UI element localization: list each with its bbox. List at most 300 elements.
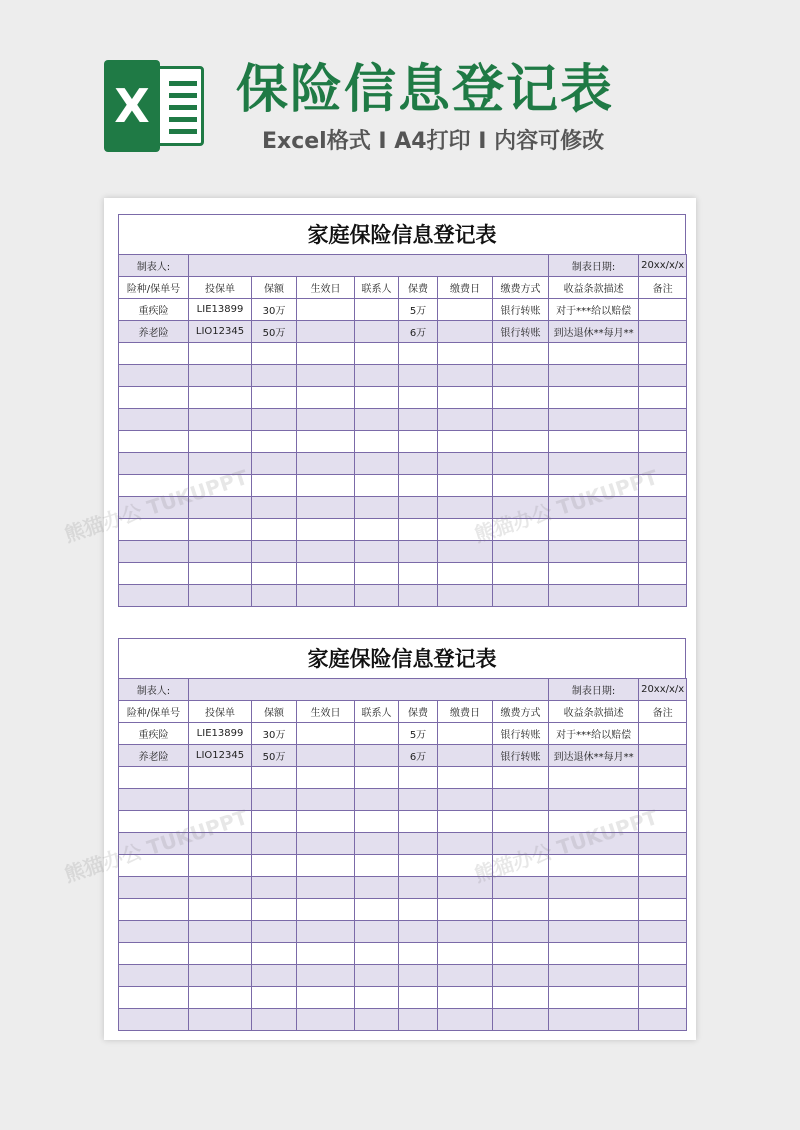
column-header[interactable]: 联系人	[355, 277, 399, 299]
table-cell[interactable]	[493, 453, 549, 475]
table-cell[interactable]	[639, 299, 687, 321]
table-cell[interactable]	[297, 365, 355, 387]
table-cell[interactable]	[252, 943, 297, 965]
table-cell[interactable]	[119, 387, 189, 409]
table-cell[interactable]	[252, 811, 297, 833]
table-cell[interactable]	[189, 855, 252, 877]
table-cell[interactable]	[399, 877, 438, 899]
table-cell[interactable]	[355, 723, 399, 745]
table-cell[interactable]	[639, 1009, 687, 1031]
table-cell[interactable]	[189, 519, 252, 541]
table-cell[interactable]	[399, 789, 438, 811]
table-cell[interactable]	[639, 563, 687, 585]
table-cell[interactable]	[119, 453, 189, 475]
table-cell[interactable]	[119, 409, 189, 431]
table-cell[interactable]	[119, 855, 189, 877]
table-cell[interactable]	[189, 877, 252, 899]
column-header[interactable]: 投保单	[189, 701, 252, 723]
column-header[interactable]: 险种/保单号	[119, 277, 189, 299]
table-cell[interactable]	[438, 877, 493, 899]
table-cell[interactable]: 5万	[399, 299, 438, 321]
table-cell[interactable]	[119, 833, 189, 855]
table-cell[interactable]	[355, 541, 399, 563]
table-cell[interactable]	[493, 789, 549, 811]
table-cell[interactable]	[399, 453, 438, 475]
column-header[interactable]: 收益条款描述	[549, 277, 639, 299]
table-cell[interactable]	[438, 563, 493, 585]
table-cell[interactable]	[399, 767, 438, 789]
table-cell[interactable]	[252, 855, 297, 877]
table-cell[interactable]	[189, 585, 252, 607]
table-cell[interactable]	[549, 387, 639, 409]
table-cell[interactable]	[639, 387, 687, 409]
column-header[interactable]: 缴费日	[438, 277, 493, 299]
table-cell[interactable]	[189, 541, 252, 563]
table-cell[interactable]: 6万	[399, 745, 438, 767]
table-cell[interactable]	[399, 855, 438, 877]
table-cell[interactable]: 5万	[399, 723, 438, 745]
table-cell[interactable]	[639, 921, 687, 943]
table-cell[interactable]	[399, 899, 438, 921]
table-cell[interactable]	[252, 365, 297, 387]
table-cell[interactable]	[639, 519, 687, 541]
table-cell[interactable]	[189, 921, 252, 943]
table-cell[interactable]	[119, 431, 189, 453]
table-cell[interactable]	[639, 767, 687, 789]
table-cell[interactable]	[639, 431, 687, 453]
table-cell[interactable]	[355, 811, 399, 833]
table-cell[interactable]	[438, 943, 493, 965]
table-cell[interactable]	[493, 343, 549, 365]
maker-value[interactable]	[189, 679, 549, 701]
table-cell[interactable]	[639, 987, 687, 1009]
table-cell[interactable]	[438, 921, 493, 943]
table-cell[interactable]	[189, 409, 252, 431]
table-cell[interactable]	[119, 585, 189, 607]
table-cell[interactable]	[438, 387, 493, 409]
table-cell[interactable]	[438, 789, 493, 811]
table-cell[interactable]	[189, 431, 252, 453]
table-cell[interactable]	[355, 453, 399, 475]
table-cell[interactable]	[297, 519, 355, 541]
table-cell[interactable]	[297, 965, 355, 987]
table-cell[interactable]	[189, 343, 252, 365]
table-cell[interactable]	[297, 497, 355, 519]
table-cell[interactable]	[639, 497, 687, 519]
table-cell[interactable]	[297, 541, 355, 563]
table-cell[interactable]	[549, 833, 639, 855]
table-cell[interactable]	[549, 475, 639, 497]
table-cell[interactable]	[119, 811, 189, 833]
table-cell[interactable]	[297, 475, 355, 497]
table-cell[interactable]	[639, 745, 687, 767]
table-cell[interactable]	[189, 1009, 252, 1031]
table-cell[interactable]	[119, 343, 189, 365]
column-header[interactable]: 生效日	[297, 277, 355, 299]
table-cell[interactable]	[297, 299, 355, 321]
table-cell[interactable]	[549, 965, 639, 987]
date-value[interactable]: 20xx/x/x	[639, 679, 687, 701]
table-cell[interactable]	[119, 987, 189, 1009]
table-cell[interactable]	[438, 497, 493, 519]
table-cell[interactable]	[355, 409, 399, 431]
table-cell[interactable]	[355, 899, 399, 921]
table-cell[interactable]	[493, 877, 549, 899]
table-cell[interactable]	[549, 987, 639, 1009]
table-cell[interactable]: 银行转账	[493, 299, 549, 321]
table-cell[interactable]	[493, 1009, 549, 1031]
table-cell[interactable]	[252, 453, 297, 475]
column-header[interactable]: 险种/保单号	[119, 701, 189, 723]
table-cell[interactable]	[297, 767, 355, 789]
table-cell[interactable]	[399, 833, 438, 855]
table-cell[interactable]	[493, 921, 549, 943]
table-cell[interactable]	[189, 833, 252, 855]
table-cell[interactable]	[438, 431, 493, 453]
table-cell[interactable]	[119, 1009, 189, 1031]
table-cell[interactable]	[438, 409, 493, 431]
table-cell[interactable]	[297, 585, 355, 607]
table-cell[interactable]	[355, 987, 399, 1009]
table-cell[interactable]	[355, 365, 399, 387]
table-cell[interactable]: 重疾险	[119, 299, 189, 321]
table-cell[interactable]	[639, 585, 687, 607]
table-cell[interactable]	[438, 811, 493, 833]
table-cell[interactable]	[493, 585, 549, 607]
table-cell[interactable]	[438, 585, 493, 607]
table-cell[interactable]	[399, 387, 438, 409]
table-cell[interactable]	[355, 497, 399, 519]
date-label[interactable]: 制表日期:	[549, 255, 639, 277]
table-cell[interactable]	[549, 519, 639, 541]
table-cell[interactable]	[639, 321, 687, 343]
table-cell[interactable]	[639, 833, 687, 855]
table-cell[interactable]: 到达退休**每月**	[549, 745, 639, 767]
table-cell[interactable]	[297, 453, 355, 475]
table-cell[interactable]: 养老险	[119, 321, 189, 343]
table-cell[interactable]	[639, 811, 687, 833]
table-cell[interactable]	[297, 343, 355, 365]
table-cell[interactable]	[438, 833, 493, 855]
table-cell[interactable]	[438, 475, 493, 497]
table-cell[interactable]	[493, 811, 549, 833]
table-cell[interactable]	[297, 563, 355, 585]
table-cell[interactable]	[438, 723, 493, 745]
table-cell[interactable]	[493, 431, 549, 453]
table-cell[interactable]	[438, 299, 493, 321]
table-cell[interactable]	[549, 767, 639, 789]
table-cell[interactable]	[639, 365, 687, 387]
table-cell[interactable]	[399, 965, 438, 987]
table-cell[interactable]	[355, 519, 399, 541]
table-cell[interactable]	[297, 877, 355, 899]
table-cell[interactable]	[639, 965, 687, 987]
table-cell[interactable]	[438, 899, 493, 921]
table-cell[interactable]	[549, 365, 639, 387]
table-cell[interactable]	[438, 453, 493, 475]
table-cell[interactable]	[252, 877, 297, 899]
table-cell[interactable]	[252, 899, 297, 921]
maker-label[interactable]: 制表人:	[119, 255, 189, 277]
table-cell[interactable]: LIE13899	[189, 299, 252, 321]
table-cell[interactable]	[493, 475, 549, 497]
table-cell[interactable]	[119, 789, 189, 811]
table-cell[interactable]	[399, 497, 438, 519]
table-cell[interactable]	[438, 1009, 493, 1031]
table-cell[interactable]	[297, 387, 355, 409]
table-cell[interactable]	[119, 899, 189, 921]
table-cell[interactable]	[549, 921, 639, 943]
table-cell[interactable]	[639, 343, 687, 365]
table-cell[interactable]	[438, 767, 493, 789]
table-cell[interactable]	[119, 877, 189, 899]
table-cell[interactable]	[252, 541, 297, 563]
table-cell[interactable]	[189, 497, 252, 519]
table-cell[interactable]	[438, 519, 493, 541]
table-cell[interactable]: LIO12345	[189, 745, 252, 767]
table-cell[interactable]	[438, 321, 493, 343]
table-cell[interactable]	[355, 387, 399, 409]
maker-value[interactable]	[189, 255, 549, 277]
table-cell[interactable]	[549, 855, 639, 877]
table-cell[interactable]	[252, 431, 297, 453]
table-cell[interactable]: 银行转账	[493, 745, 549, 767]
table-cell[interactable]	[119, 519, 189, 541]
table-cell[interactable]	[399, 921, 438, 943]
table-cell[interactable]	[549, 789, 639, 811]
table-cell[interactable]	[549, 899, 639, 921]
column-header[interactable]: 保额	[252, 701, 297, 723]
column-header[interactable]: 生效日	[297, 701, 355, 723]
table-cell[interactable]	[438, 855, 493, 877]
table-cell[interactable]	[549, 877, 639, 899]
table-cell[interactable]	[297, 811, 355, 833]
date-value[interactable]: 20xx/x/x	[639, 255, 687, 277]
table-cell[interactable]: 50万	[252, 321, 297, 343]
table-cell[interactable]	[549, 943, 639, 965]
table-cell[interactable]	[119, 497, 189, 519]
table-cell[interactable]	[252, 409, 297, 431]
table-cell[interactable]	[252, 789, 297, 811]
table-cell[interactable]	[493, 563, 549, 585]
table-cell[interactable]	[297, 987, 355, 1009]
table-cell[interactable]	[355, 855, 399, 877]
table-cell[interactable]	[189, 475, 252, 497]
table-cell[interactable]	[119, 475, 189, 497]
table-cell[interactable]	[639, 723, 687, 745]
table-cell[interactable]	[399, 409, 438, 431]
table-cell[interactable]	[119, 965, 189, 987]
table-cell[interactable]	[355, 431, 399, 453]
table-cell[interactable]	[189, 387, 252, 409]
table-cell[interactable]	[355, 475, 399, 497]
table-cell[interactable]	[549, 563, 639, 585]
table-cell[interactable]	[189, 767, 252, 789]
table-cell[interactable]	[189, 943, 252, 965]
table-cell[interactable]	[493, 899, 549, 921]
table-cell[interactable]	[493, 767, 549, 789]
table-cell[interactable]	[493, 541, 549, 563]
table-cell[interactable]	[119, 943, 189, 965]
table-cell[interactable]	[639, 789, 687, 811]
table-cell[interactable]	[355, 1009, 399, 1031]
table-cell[interactable]	[399, 811, 438, 833]
table-cell[interactable]	[189, 789, 252, 811]
table-cell[interactable]	[252, 767, 297, 789]
table-cell[interactable]	[252, 987, 297, 1009]
table-cell[interactable]	[549, 541, 639, 563]
table-cell[interactable]	[493, 387, 549, 409]
table-cell[interactable]	[639, 855, 687, 877]
table-cell[interactable]: 50万	[252, 745, 297, 767]
table-cell[interactable]	[438, 965, 493, 987]
table-cell[interactable]: 6万	[399, 321, 438, 343]
table-cell[interactable]	[438, 745, 493, 767]
table-cell[interactable]	[399, 343, 438, 365]
table-cell[interactable]	[252, 585, 297, 607]
table-cell[interactable]	[399, 365, 438, 387]
table-cell[interactable]	[297, 723, 355, 745]
table-cell[interactable]	[399, 563, 438, 585]
table-cell[interactable]	[493, 365, 549, 387]
table-cell[interactable]	[297, 921, 355, 943]
table-cell[interactable]	[189, 965, 252, 987]
table-cell[interactable]	[493, 497, 549, 519]
table-cell[interactable]	[639, 453, 687, 475]
table-cell[interactable]: 到达退休**每月**	[549, 321, 639, 343]
table-cell[interactable]	[297, 431, 355, 453]
table-cell[interactable]	[639, 475, 687, 497]
table-cell[interactable]	[355, 343, 399, 365]
table-cell[interactable]	[438, 343, 493, 365]
table-cell[interactable]	[399, 943, 438, 965]
table-cell[interactable]: 30万	[252, 723, 297, 745]
table-cell[interactable]	[355, 833, 399, 855]
table-cell[interactable]: 银行转账	[493, 321, 549, 343]
table-cell[interactable]	[493, 855, 549, 877]
table-cell[interactable]	[399, 431, 438, 453]
table-cell[interactable]	[355, 965, 399, 987]
table-cell[interactable]	[639, 943, 687, 965]
table-cell[interactable]	[355, 745, 399, 767]
table-cell[interactable]	[355, 767, 399, 789]
table-cell[interactable]	[297, 409, 355, 431]
table-cell[interactable]	[493, 965, 549, 987]
maker-label[interactable]: 制表人:	[119, 679, 189, 701]
table-cell[interactable]	[119, 365, 189, 387]
table-cell[interactable]	[549, 453, 639, 475]
column-header[interactable]: 保费	[399, 277, 438, 299]
table-cell[interactable]	[355, 877, 399, 899]
table-cell[interactable]	[639, 877, 687, 899]
table-cell[interactable]	[189, 811, 252, 833]
table-cell[interactable]	[399, 987, 438, 1009]
table-cell[interactable]	[493, 409, 549, 431]
table-cell[interactable]	[297, 789, 355, 811]
table-cell[interactable]	[119, 767, 189, 789]
table-cell[interactable]: 对于***给以赔偿	[549, 723, 639, 745]
column-header[interactable]: 投保单	[189, 277, 252, 299]
table-cell[interactable]	[297, 899, 355, 921]
table-cell[interactable]	[549, 811, 639, 833]
table-cell[interactable]	[438, 541, 493, 563]
table-cell[interactable]	[355, 299, 399, 321]
table-cell[interactable]	[189, 365, 252, 387]
table-cell[interactable]	[355, 321, 399, 343]
table-cell[interactable]	[493, 987, 549, 1009]
table-cell[interactable]	[399, 1009, 438, 1031]
table-cell[interactable]	[189, 453, 252, 475]
column-header[interactable]: 缴费方式	[493, 277, 549, 299]
table-cell[interactable]	[639, 541, 687, 563]
column-header[interactable]: 保额	[252, 277, 297, 299]
table-cell[interactable]	[252, 563, 297, 585]
table-cell[interactable]: 重疾险	[119, 723, 189, 745]
table-cell[interactable]	[355, 585, 399, 607]
table-cell[interactable]	[297, 321, 355, 343]
table-cell[interactable]	[119, 541, 189, 563]
column-header[interactable]: 联系人	[355, 701, 399, 723]
date-label[interactable]: 制表日期:	[549, 679, 639, 701]
table-cell[interactable]	[549, 409, 639, 431]
table-cell[interactable]	[252, 497, 297, 519]
table-cell[interactable]: 银行转账	[493, 723, 549, 745]
table-cell[interactable]	[297, 855, 355, 877]
table-cell[interactable]	[399, 475, 438, 497]
table-cell[interactable]	[252, 519, 297, 541]
table-cell[interactable]	[493, 519, 549, 541]
table-cell[interactable]	[252, 921, 297, 943]
table-cell[interactable]	[399, 519, 438, 541]
table-cell[interactable]	[297, 745, 355, 767]
table-cell[interactable]: LIE13899	[189, 723, 252, 745]
column-header[interactable]: 缴费方式	[493, 701, 549, 723]
table-cell[interactable]	[252, 475, 297, 497]
table-cell[interactable]	[252, 965, 297, 987]
table-cell[interactable]	[189, 987, 252, 1009]
table-cell[interactable]: 养老险	[119, 745, 189, 767]
table-cell[interactable]	[297, 1009, 355, 1031]
table-cell[interactable]	[189, 563, 252, 585]
table-cell[interactable]	[639, 409, 687, 431]
table-cell[interactable]	[399, 585, 438, 607]
table-cell[interactable]: 对于***给以赔偿	[549, 299, 639, 321]
table-cell[interactable]	[549, 497, 639, 519]
column-header[interactable]: 收益条款描述	[549, 701, 639, 723]
table-cell[interactable]	[493, 943, 549, 965]
table-cell[interactable]	[438, 987, 493, 1009]
column-header[interactable]: 保费	[399, 701, 438, 723]
table-cell[interactable]	[438, 365, 493, 387]
table-cell[interactable]	[639, 899, 687, 921]
table-cell[interactable]	[189, 899, 252, 921]
table-cell[interactable]	[252, 833, 297, 855]
table-cell[interactable]	[252, 387, 297, 409]
table-cell[interactable]	[119, 921, 189, 943]
table-cell[interactable]: LIO12345	[189, 321, 252, 343]
table-cell[interactable]	[493, 833, 549, 855]
table-cell[interactable]	[355, 563, 399, 585]
table-cell[interactable]	[119, 563, 189, 585]
table-cell[interactable]	[297, 943, 355, 965]
table-cell[interactable]	[252, 1009, 297, 1031]
table-cell[interactable]	[355, 789, 399, 811]
table-cell[interactable]	[549, 585, 639, 607]
table-cell[interactable]	[549, 431, 639, 453]
table-cell[interactable]	[549, 1009, 639, 1031]
table-cell[interactable]	[355, 943, 399, 965]
table-cell[interactable]	[355, 921, 399, 943]
